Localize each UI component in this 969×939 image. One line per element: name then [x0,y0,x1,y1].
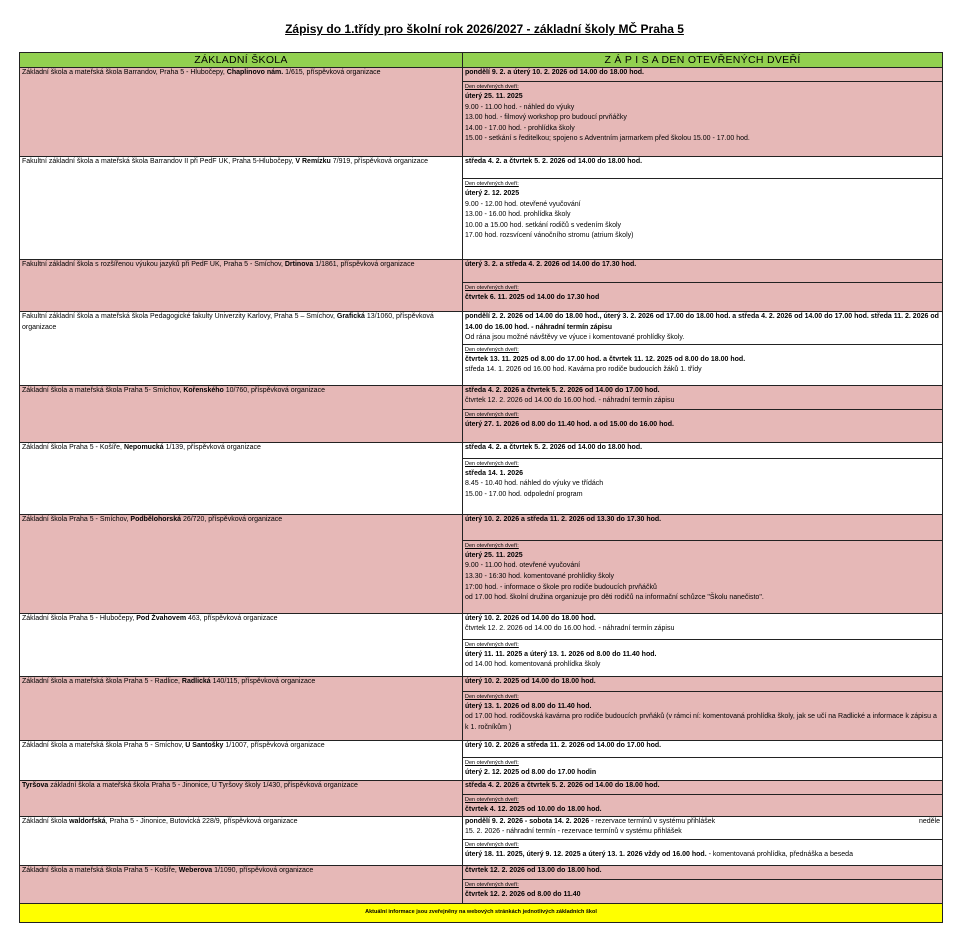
open-day-line-text: čtvrtek 13. 11. 2025 od 8.00 do 17.00 hod. a čtvrtek 11. 12. 2025 od 8.00 do 18.00 hod. [465,355,746,363]
zapis-line [465,260,940,271]
zapis-line-text: pondělí 2. 2. 2026 od 14.00 do 18.00 hod., úterý 3. 2. 2026 od 17.00 do 18.00 hod. a středa 4. 2. 2026 od 14.00 do 17.00 hod. středa 11. 2. 2026 od 14.00 do 16.00 hod. - náhradní termín zápisu [465,313,939,331]
zapis-line [465,741,940,752]
school-name-part: 13/1060, příspěvková organizace [22,313,434,331]
table-row [20,780,943,794]
open-day-line-text: čtvrtek 12. 2. 2026 od 8.00 do 11.40 [465,890,581,898]
zapis-cell [463,385,943,409]
zapis-line-text: 15. 2. 2026 - náhradní termín - rezervace termínů v systému přihlášek [465,828,682,836]
open-day-label: Den otevřených dveří: [465,641,519,648]
open-day-line [465,702,940,713]
open-day-line-text: od 17.00 hod. rodičovská kavárna pro rodiče budoucích prvňáků (v rámci ní: komentovaná prohlídka školy, jak se učí na Radlické a informace k zápisu a k 1. ročníkům ) [465,713,937,731]
open-day-cell [463,794,943,816]
school-name-part: Radlická [181,677,211,685]
school-name-part: 1/1007, příspěvková organizace [223,741,325,749]
open-day-line [465,650,940,661]
school-name-cell [20,260,463,312]
open-day-line [465,124,940,135]
zapis-cell [463,865,943,879]
open-day-line-text: 17.00 hod. rozsvícení vánočního stromu (atrium školy) [465,232,634,240]
open-day-line-text: 13.00 - 16.00 hod. prohlídka školy [465,211,571,219]
open-day-label: Den otevřených dveří: [465,796,519,803]
open-day-label: Den otevřených dveří: [465,181,519,187]
school-name-cell [20,676,463,740]
zapis-line [465,866,940,877]
open-day-label: Den otevřených dveří: [465,285,519,291]
open-day-line [465,850,940,861]
open-day-line-text: 15.00 - setkání s ředitelkou; spojeno s Adventním jarmarkem před školou 15.00 - 17.00 hod. [465,135,750,143]
open-day-line-text: 15.00 - 17.00 hod. odpolední program [465,490,583,498]
zapis-cell [463,816,943,839]
open-day-line-text: 14.00 - 17.00 hod. - prohlídka školy [465,124,575,132]
zapis-line-text: úterý 3. 2. a středa 4. 2. 2026 od 14.00 do 17.30 hod. [465,261,637,268]
school-name-part: Tyršova [22,781,49,789]
open-day-line [465,355,940,366]
table-row [20,442,943,458]
open-day-line [465,490,940,501]
table-row [20,157,943,179]
school-name-part: 140/115, příspěvková organizace [210,677,316,685]
open-day-line [465,113,940,124]
school-name-part: základní škola a mateřská škola Praha 5 - Jinonice, U Tyršovy školy 1/430, příspěvková organizace [48,781,358,789]
zapis-line [465,515,940,526]
school-name-cell [20,442,463,514]
table-row [20,385,943,409]
open-day-cell [463,540,943,613]
open-day-line-text: od 17.00 hod. školní družina organizuje pro děti rodičů na informační schůzce "Školu nanečisto". [465,594,764,602]
open-day-line [465,420,940,431]
open-day-line-text: úterý 2. 12. 2025 od 8.00 do 17.00 hodin [465,768,597,776]
school-name-part: Fakultní základní škola a mateřská škola Barrandov II při PedF UK, Praha 5-Hlubočepy, [22,158,296,165]
zapis-line [465,781,940,792]
table-row [20,312,943,345]
open-day-line-text: čtvrtek 6. 11. 2025 od 14.00 do 17.30 hod [465,294,600,301]
open-day-label: Den otevřených dveří: [465,881,519,888]
school-name-cell [20,740,463,780]
open-day-line-text: 13.30 - 16:30 hod. komentované prohlídky školy [465,572,615,580]
school-name-part: Základní škola a mateřská škola Praha 5 - Radlice, [22,677,182,685]
table-header-row [20,53,943,68]
zapis-line [465,68,940,79]
open-day-label: Den otevřených dveří: [465,460,519,467]
school-name-part: Drtinova [284,261,314,268]
open-day-label: Den otevřených dveří: [465,693,519,700]
open-day-line [465,189,940,200]
school-name-part: Základní škola Praha 5 - Smíchov, [22,515,131,523]
school-name-part: Základní škola Praha 5 - Hlubočepy, [22,614,137,622]
zapis-line-text: čtvrtek 12. 2. 2026 od 14.00 do 16.00 hod. - náhradní termín zápisu [465,625,675,633]
zapis-line-text: čtvrtek 12. 2. 2026 od 14.00 do 16.00 hod. - náhradní termín zápisu [465,397,675,405]
school-name-part: Základní škola a mateřská škola Barrandov, Praha 5 - Hlubočepy, [22,69,227,76]
zapis-cell [463,68,943,82]
school-name-part: 463, příspěvková organizace [186,614,278,622]
zapis-line-text: pondělí 9. 2. a úterý 10. 2. 2026 od 14.00 do 18.00 hod. [465,69,644,76]
zapis-cell [463,676,943,691]
zapis-line-text: středa 4. 2. a čtvrtek 5. 2. 2026 od 14.00 do 18.00 hod. [465,158,643,165]
school-name-part: 10/760, příspěvková organizace [223,386,325,394]
open-day-line [465,469,940,480]
open-day-line-text: úterý 25. 11. 2025 [465,93,523,100]
school-name-cell [20,68,463,157]
zapis-cell [463,613,943,639]
table-row [20,68,943,82]
school-name-part: waldorfská [69,817,106,825]
zapis-line-suffix: - rezervace termínů v systému přihlášek [589,817,716,825]
open-day-cell [463,879,943,903]
open-day-label: Den otevřených dveří: [465,542,519,549]
open-day-line [465,210,940,221]
zapis-line-text: úterý 10. 2. 2026 od 14.00 do 18.00 hod. [465,614,596,622]
school-name-cell [20,157,463,260]
open-day-line-suffix: - komentovaná prohlídka, přednáška a beseda [706,850,853,858]
school-name-part: Základní škola a mateřská škola Praha 5 - Košíře, [22,866,179,874]
zapis-cell [463,260,943,283]
open-day-line [465,365,940,376]
open-day-line [465,572,940,583]
open-day-line-text: 8.45 - 10.40 hod. náhled do výuky ve třídách [465,480,604,488]
open-day-line [465,660,940,671]
school-name-part: 1/139, příspěvková organizace [163,443,261,451]
open-day-label: Den otevřených dveří: [465,841,519,848]
open-day-cell [463,458,943,514]
open-day-cell [463,757,943,780]
school-name-part: Weberova [178,866,213,874]
zapis-line-text: Od rána jsou možné návštěvy ve výuce i komentované prohlídky školy. [465,334,685,342]
table-row [20,865,943,879]
table-row [20,260,943,283]
open-day-line [465,92,940,103]
open-day-line-text: 9.00 - 12.00 hod. otevřené vyučování [465,200,581,208]
schools-table [19,52,943,923]
school-name-cell [20,865,463,903]
table-row [20,816,943,839]
school-name-cell [20,312,463,386]
zapis-cell [463,157,943,179]
open-day-line-text: středa 14. 1. 2026 od 16.00 hod. Kavárna pro rodiče budoucích žáků 1. třídy [465,366,702,374]
open-day-label: Den otevřených dveří: [465,346,519,353]
school-name-part: Grafická [336,313,365,320]
school-name-part: Fakultní základní škola a mateřská škola Pedagogické fakulty Univerzity Karlovy, Praha 5 – Smíchov, [22,313,337,320]
zapis-line-right: neděle [918,817,940,825]
page-title: Zápisy do 1.třídy pro školní rok 2026/2027 - základní školy MČ Praha 5 [285,22,684,36]
school-name-part: Základní škola [22,817,70,825]
open-day-label: Den otevřených dveří: [465,84,519,90]
school-name-part: 26/720, příspěvková organizace [181,515,283,523]
school-name-cell [20,780,463,816]
open-day-line [465,551,940,562]
school-name-part: Nepomucká [123,443,164,451]
footer-note: Aktuální informace jsou zveřejněny na webových stránkách jednotlivých základních škol [20,903,943,922]
school-name-part: Základní škola a mateřská škola Praha 5 - Smíchov, [22,741,186,749]
table-body [20,68,943,904]
school-name-part: 1/1861, příspěvková organizace [313,261,415,268]
open-day-line [465,134,940,145]
table-row [20,740,943,757]
zapis-line-text: čtvrtek 12. 2. 2026 od 13.00 do 18.00 hod. [465,866,602,874]
school-name-part: U Santošky [185,741,224,749]
zapis-line [465,157,940,168]
open-day-line [465,479,940,490]
open-day-cell [463,179,943,260]
open-day-line-text: středa 14. 1. 2026 [465,469,523,477]
open-day-line [465,890,940,901]
zapis-line [465,312,940,333]
school-name-part: 1/615, příspěvková organizace [283,69,381,76]
header-school: ZÁKLADNÍ ŠKOLA [20,53,463,68]
school-name-cell [20,514,463,613]
school-name-cell [20,385,463,442]
header-info: Z Á P I S A DEN OTEVŘENÝCH DVEŘÍ [463,53,943,68]
open-day-line [465,768,940,779]
zapis-cell [463,442,943,458]
open-day-line [465,221,940,232]
school-name-part: Základní škola a mateřská škola Praha 5- Smíchov, [22,386,184,394]
zapis-line [465,817,940,828]
zapis-line [465,386,940,397]
open-day-line [465,293,940,304]
open-day-line [465,231,940,242]
school-name-part: Fakultní základní škola s rozšířenou výukou jazyků při PedF UK, Praha 5 - Smíchov, [22,261,285,268]
school-name-part: , Praha 5 - Jinonice, Butovická 228/9, příspěvková organizace [105,817,298,825]
zapis-line-text: středa 4. 2. 2026 a čtvrtek 5. 2. 2026 od 14.00 do 18.00 hod. [465,781,660,789]
zapis-line-text: pondělí 9. 2. 2026 - sobota 14. 2. 2026 [465,817,590,825]
zapis-line-text: středa 4. 2. a čtvrtek 5. 2. 2026 od 14.00 do 18.00 hod. [465,443,643,451]
open-day-cell [463,283,943,312]
school-name-part: 1/1090, příspěvková organizace [212,866,314,874]
open-day-line-text: čtvrtek 4. 12. 2025 od 10.00 do 18.00 hod. [465,805,602,813]
open-day-line [465,561,940,572]
zapis-line [465,614,940,625]
open-day-line [465,805,940,816]
open-day-line [465,103,940,114]
table-row [20,613,943,639]
school-name-part: Kořenského [183,386,224,394]
open-day-line-text: úterý 18. 11. 2025, úterý 9. 12. 2025 a úterý 13. 1. 2026 vždy od 16.00 hod. [465,850,707,858]
zapis-line [465,677,940,688]
open-day-line-text: 10.00 a 15.00 hod. setkání rodičů s vedením školy [465,221,622,229]
open-day-cell [463,344,943,385]
zapis-line [465,827,940,838]
school-name-part: Základní škola Praha 5 - Košíře, [22,443,124,451]
open-day-cell [463,82,943,157]
zapis-line-text: úterý 10. 2. 2025 od 14.00 do 18.00 hod. [465,677,596,685]
open-day-line-text: úterý 2. 12. 2025 [465,190,520,197]
open-day-line-text: od 14.00 hod. komentovaná prohlídka školy [465,661,601,669]
school-name-cell [20,613,463,676]
school-name-cell [20,816,463,865]
open-day-cell [463,409,943,442]
zapis-cell [463,780,943,794]
open-day-line-text: 13.00 hod. - filmový workshop pro budoucí prvňáčky [465,114,627,122]
school-name-part: Pod Žvahovem [136,614,187,622]
zapis-line-text: úterý 10. 2. 2026 a středa 11. 2. 2026 od 14.00 do 17.00 hod. [465,741,662,749]
zapis-cell [463,514,943,540]
zapis-cell [463,740,943,757]
table-footer-row [20,903,943,922]
open-day-line [465,712,940,733]
school-name-part: V Remízku [295,158,331,165]
open-day-cell [463,839,943,865]
open-day-line-text: úterý 13. 1. 2026 od 8.00 do 11.40 hod. [465,702,592,710]
table-row [20,514,943,540]
zapis-line [465,333,940,344]
school-name-part: 7/919, příspěvková organizace [330,158,429,165]
zapis-line-text: úterý 10. 2. 2026 a středa 11. 2. 2026 od 13.30 do 17.30 hod. [465,515,662,523]
zapis-line [465,624,940,635]
open-day-line [465,593,940,604]
open-day-line-text: úterý 27. 1. 2026 od 8.00 do 11.40 hod. a od 15.00 do 16.00 hod. [465,420,674,428]
open-day-cell [463,691,943,740]
open-day-line-text: úterý 25. 11. 2025 [465,551,523,559]
open-day-label: Den otevřených dveří: [465,759,519,766]
zapis-line [465,443,940,454]
zapis-cell [463,312,943,345]
open-day-line-text: úterý 11. 11. 2025 a úterý 13. 1. 2026 od 8.00 do 11.40 hod. [465,650,657,658]
open-day-line-text: 9.00 - 11.00 hod. otevřené vyučování [465,562,581,570]
zapis-line [465,396,940,407]
zapis-line-text: středa 4. 2. 2026 a čtvrtek 5. 2. 2026 od 14.00 do 17.00 hod. [465,386,660,394]
open-day-line [465,200,940,211]
open-day-line-text: 17:00 hod. - informace o škole pro rodiče budoucích prvňáčků [465,583,657,591]
open-day-line-text: 9.00 - 11.00 hod. - náhled do výuky [465,103,575,111]
school-name-part: Podbělohorská [130,515,181,523]
table-row [20,676,943,691]
open-day-line [465,583,940,594]
open-day-cell [463,639,943,676]
open-day-label: Den otevřených dveří: [465,411,519,418]
school-name-part: Chaplinovo nám. [226,69,284,76]
